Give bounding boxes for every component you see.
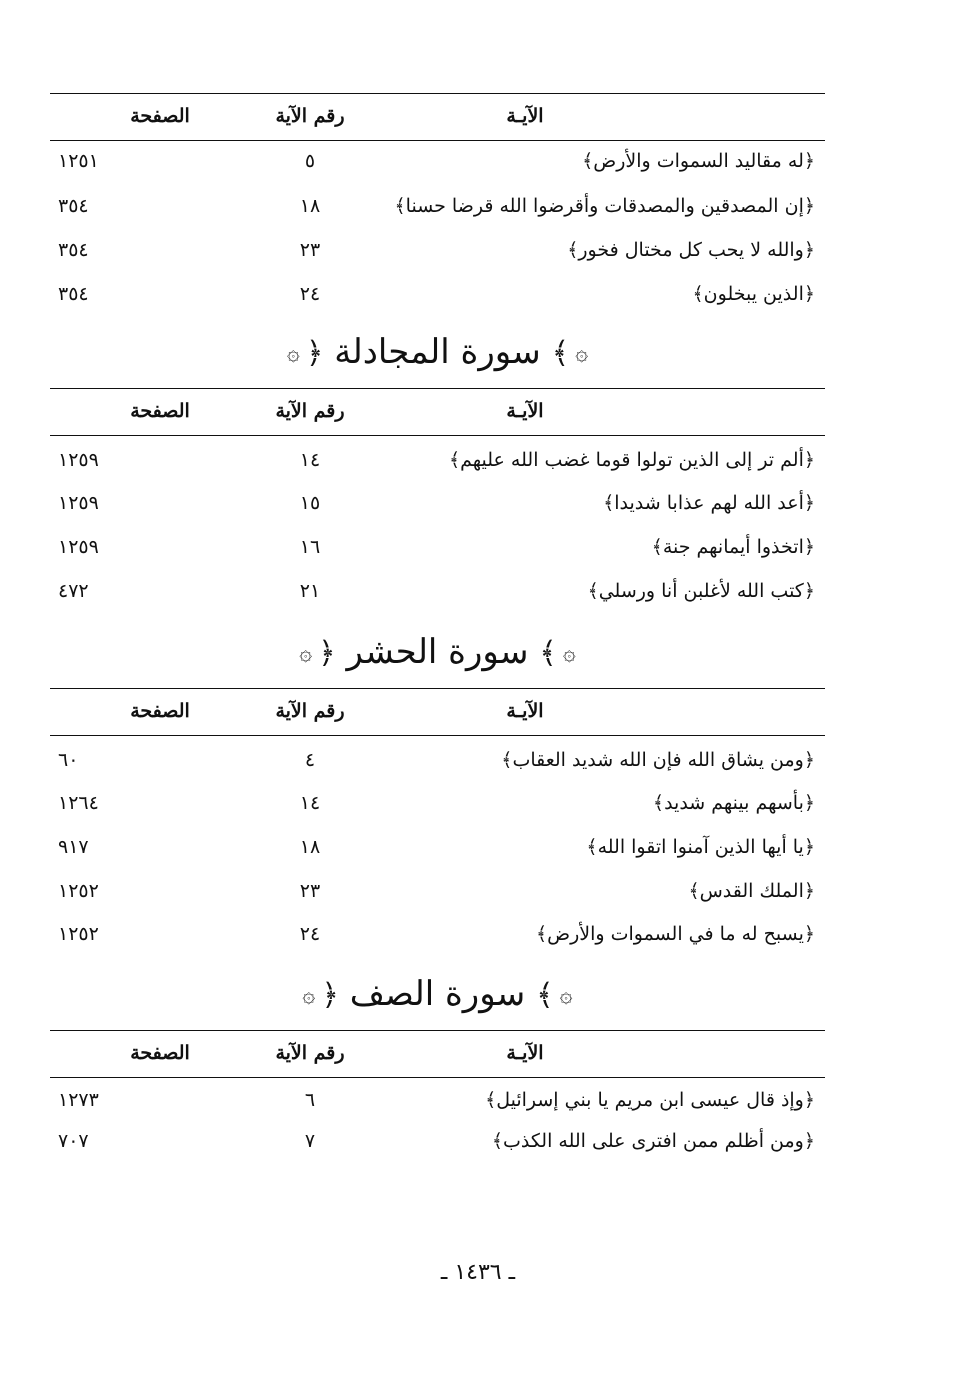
ayah-number: ٢٤	[299, 283, 321, 305]
surah-name: سورة المجادلة	[334, 332, 541, 372]
header-page: الصفحة	[130, 1042, 190, 1064]
header-ayah: الآيـة	[506, 400, 544, 422]
ayah-number: ١٨	[299, 836, 321, 858]
table-row	[50, 744, 825, 784]
page-ref: ٦٠	[58, 749, 79, 771]
table-header	[50, 93, 825, 141]
ayah-number: ٢١	[299, 580, 321, 602]
header-ayah-number: رقم الآية	[275, 700, 345, 722]
ayah-text: ﴿كتب الله لأغلبن أنا ورسلي﴾	[587, 580, 815, 602]
table-row	[50, 444, 825, 484]
table-row	[50, 1125, 825, 1165]
header-ayah: الآيـة	[506, 700, 544, 722]
ornament-icon: ۞	[562, 641, 576, 666]
table-row	[50, 145, 825, 185]
table-row	[50, 487, 825, 527]
table-row	[50, 787, 825, 827]
header-ayah: الآيـة	[506, 105, 544, 127]
page-number: ـ ١٤٣٦ ـ	[440, 1260, 516, 1285]
surah-title	[50, 630, 825, 676]
bracket-icon: ﴾	[536, 978, 554, 1013]
surah-title	[50, 330, 825, 376]
header-ayah: الآيـة	[506, 1042, 544, 1064]
ayah-text: ﴿إن المصدقين والمصدقات وأقرضوا الله قرضا حسنا﴾	[394, 195, 815, 217]
ayah-text: ﴿أعد الله لهم عذابا شديدا﴾	[603, 492, 815, 514]
page-ref: ٧٠٧	[58, 1130, 89, 1152]
ayah-text: ﴿ومن يشاق الله فإن الله شديد العقاب﴾	[501, 749, 815, 771]
page-ref: ٤٧٢	[58, 580, 89, 602]
ayah-number: ١٦	[299, 536, 321, 558]
table-row	[50, 918, 825, 958]
table-row	[50, 234, 825, 274]
ayah-text: ﴿ومن أظلم ممن افترى على الله الكذب﴾	[491, 1130, 815, 1152]
section-continuation	[50, 93, 825, 323]
page-ref: ١٢٥٩	[58, 492, 99, 514]
table-row	[50, 875, 825, 915]
page-ref: ٣٥٤	[58, 239, 89, 261]
ornament-icon: ۞	[559, 983, 573, 1008]
ayah-text: ﴿اتخذوا أيمانهم جنة﴾	[651, 536, 815, 558]
table-row	[50, 1084, 825, 1124]
page-ref: ٣٥٤	[58, 195, 89, 217]
bracket-icon: ﴾	[539, 636, 557, 671]
ayah-number: ٤	[304, 749, 316, 771]
ayah-number: ١٥	[299, 492, 321, 514]
page-ref: ١٢٥٢	[58, 880, 99, 902]
ayah-text: ﴿بأسهم بينهم شديد﴾	[652, 792, 815, 814]
page-ref: ١٢٦٤	[58, 792, 99, 814]
ayah-number: ٥	[304, 150, 316, 172]
surah-name: سورة الحشر	[346, 632, 529, 672]
surah-title	[50, 972, 825, 1018]
header-page: الصفحة	[130, 700, 190, 722]
page-ref: ١٢٥٢	[58, 923, 99, 945]
bracket-icon: ﴿	[305, 336, 324, 371]
ayah-text: ﴿الملك القدس﴾	[688, 880, 815, 902]
ornament-icon: ۞	[299, 641, 313, 666]
ayah-number: ٧	[304, 1130, 316, 1152]
ayah-text: ﴿ألم تر إلى الذين تولوا قوما غضب الله عليهم﴾	[448, 449, 815, 471]
table-header	[50, 1030, 825, 1078]
bracket-icon: ﴿	[321, 978, 339, 1013]
table-row	[50, 278, 825, 318]
ornament-icon: ۞	[286, 341, 300, 366]
table-header	[50, 688, 825, 736]
table-row	[50, 575, 825, 615]
ayah-text: ﴿يسبح له ما في السموات والأرض﴾	[536, 923, 815, 945]
header-ayah-number: رقم الآية	[275, 105, 345, 127]
section-as-saff	[50, 972, 825, 1172]
ayah-number: ١٤	[299, 792, 321, 814]
ayah-text: ﴿والله لا يحب كل مختال فخور﴾	[567, 239, 815, 261]
ayah-text: ﴿يا أيها الذين آمنوا اتقوا الله﴾	[586, 836, 815, 858]
ayah-number: ٦	[304, 1089, 316, 1111]
table-row	[50, 531, 825, 571]
bracket-icon: ﴿	[318, 636, 336, 671]
page-ref: ١٢٧٣	[58, 1089, 99, 1111]
table-row	[50, 190, 825, 230]
ayah-number: ٢٣	[299, 239, 321, 261]
header-page: الصفحة	[130, 400, 190, 422]
page-ref: ١٢٥٩	[58, 449, 99, 471]
table-row	[50, 831, 825, 871]
ayah-number: ١٨	[299, 195, 321, 217]
page-ref: ٩١٧	[58, 836, 89, 858]
ornament-icon: ۞	[302, 983, 316, 1008]
header-page: الصفحة	[130, 105, 190, 127]
ayah-number: ٢٣	[299, 880, 321, 902]
header-ayah-number: رقم الآية	[275, 1042, 345, 1064]
ornament-icon: ۞	[575, 341, 589, 366]
ayah-text: ﴿الذين يبخلون﴾	[692, 283, 815, 305]
table-header	[50, 388, 825, 436]
header-ayah-number: رقم الآية	[275, 400, 345, 422]
page-ref: ١٢٥٩	[58, 536, 99, 558]
page-ref: ٣٥٤	[58, 283, 89, 305]
bracket-icon: ﴾	[551, 336, 570, 371]
ayah-number: ٢٤	[299, 923, 321, 945]
ayah-text: ﴿وإذ قال عيسى ابن مريم يا بني إسرائيل﴾	[485, 1089, 815, 1111]
surah-name: سورة الصف	[349, 974, 526, 1014]
page-ref: ١٢٥١	[58, 150, 99, 172]
section-al-mujadila	[50, 330, 825, 620]
ayah-number: ١٤	[299, 449, 321, 471]
ayah-text: ﴿له مقاليد السموات والأرض﴾	[582, 150, 815, 172]
section-al-hashr	[50, 630, 825, 965]
